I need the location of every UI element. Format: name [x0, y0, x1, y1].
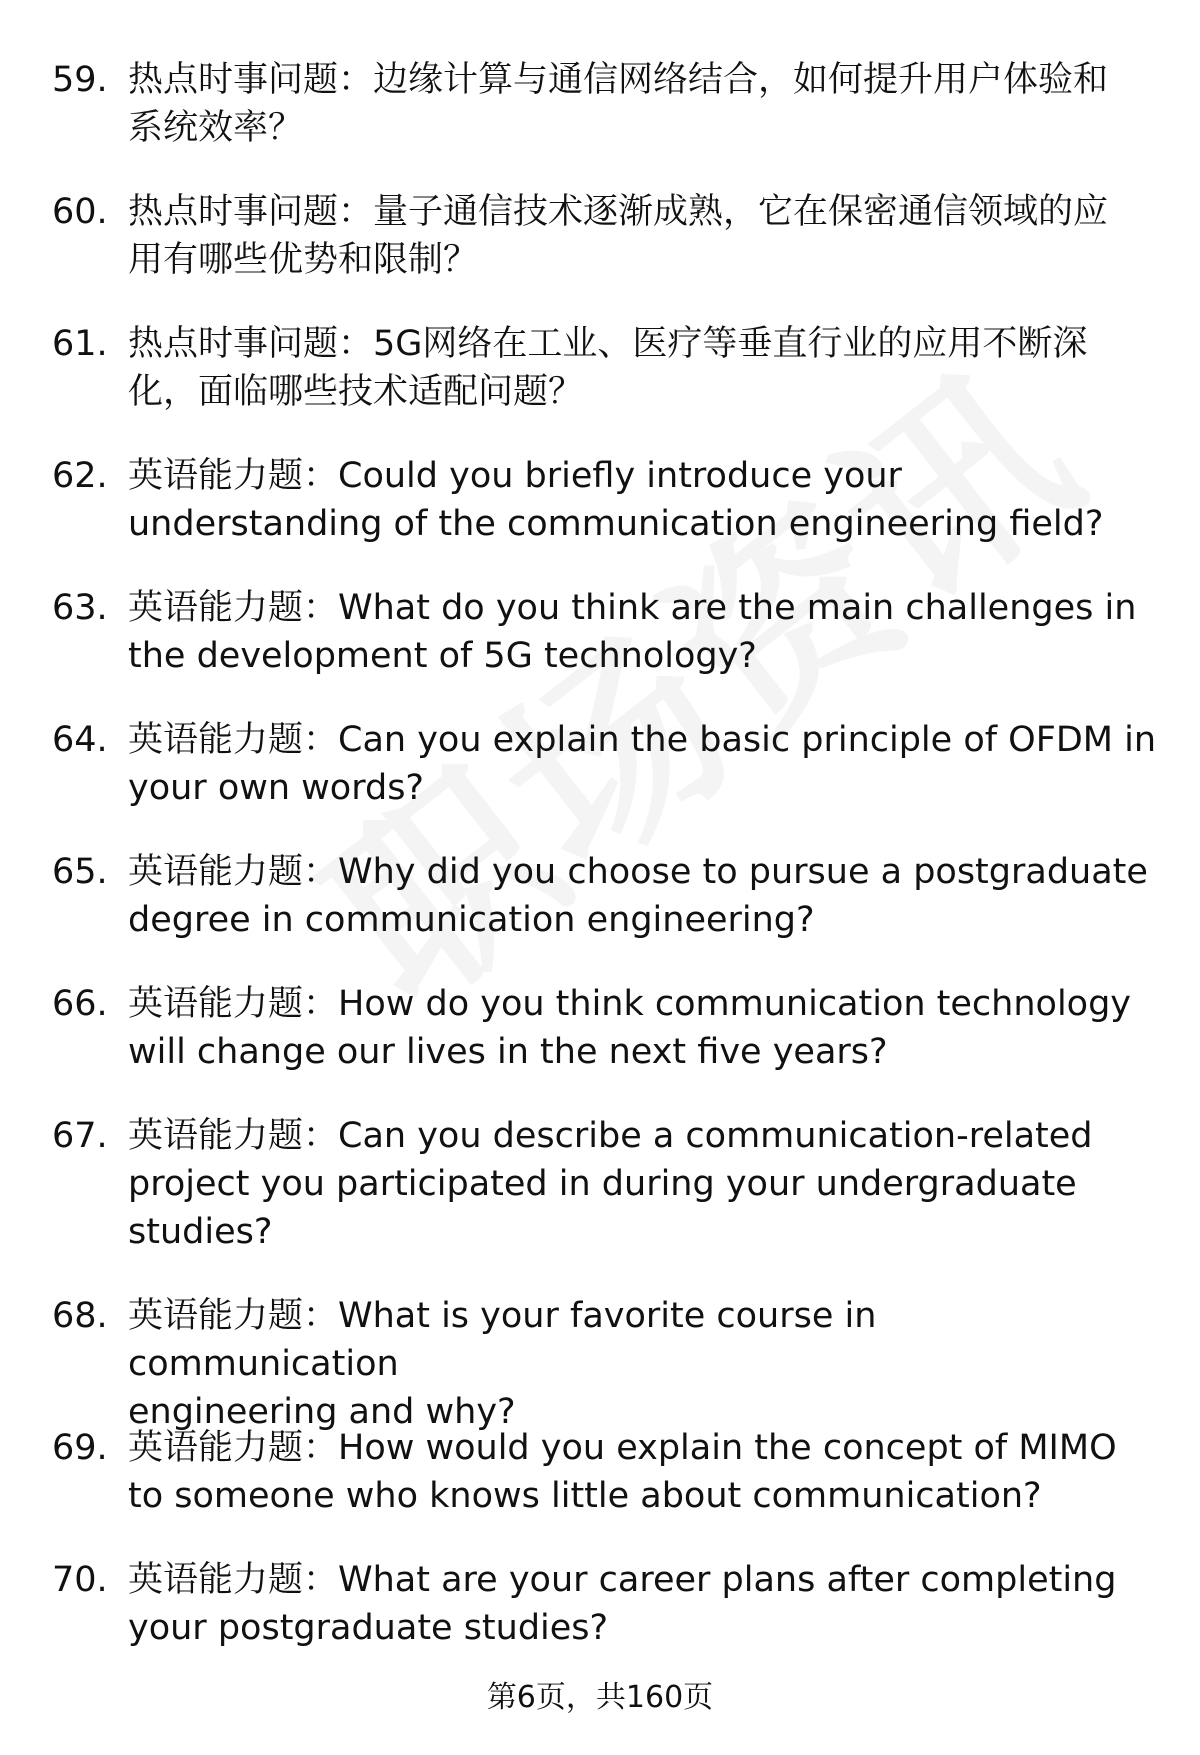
- question-text: 英语能力题：How do you think communication technology will change our lives in the next five years?: [128, 984, 1132, 1072]
- question-number: 70.: [52, 1560, 108, 1600]
- question-text: 英语能力题：What do you think are the main challenges in the development of 5G technology?: [128, 588, 1137, 676]
- question-text: 英语能力题：Can you describe a communication-related project you participated in during your undergraduate studies?: [128, 1116, 1093, 1252]
- question-number: 63.: [52, 588, 108, 628]
- question-number: 59.: [52, 60, 108, 100]
- question-number: 66.: [52, 984, 108, 1024]
- question-number: 68.: [52, 1296, 108, 1336]
- question-number: 61.: [52, 324, 108, 364]
- question-text: 英语能力题：How would you explain the concept of MIMO to someone who knows little about communication?: [128, 1428, 1117, 1516]
- question-text: 英语能力题：Why did you choose to pursue a postgraduate degree in communication engineering?: [128, 852, 1148, 940]
- question-number: 62.: [52, 456, 108, 496]
- question-number: 64.: [52, 720, 108, 760]
- question-number: 69.: [52, 1428, 108, 1468]
- question-number: 65.: [52, 852, 108, 892]
- question-number: 60.: [52, 192, 108, 232]
- question-text: 热点时事问题：边缘计算与通信网络结合，如何提升用户体验和 系统效率？: [128, 60, 1109, 148]
- page-footer: 第6页，共160页: [486, 1680, 714, 1715]
- question-text: 热点时事问题：量子通信技术逐渐成熟，它在保密通信领域的应 用有哪些优势和限制？: [128, 192, 1109, 280]
- question-text: 英语能力题：What are your career plans after completing your postgraduate studies?: [128, 1560, 1117, 1648]
- question-text: 英语能力题：What is your favorite course in communication engineering and why?: [128, 1296, 877, 1432]
- question-text: 英语能力题：Can you explain the basic principle of OFDM in your own words?: [128, 720, 1157, 808]
- question-text: 热点时事问题：5G网络在工业、医疗等垂直行业的应用不断深 化，面临哪些技术适配问题？: [128, 324, 1088, 412]
- question-text: 英语能力题：Could you briefly introduce your understanding of the communication engineering field?: [128, 456, 1104, 544]
- question-number: 67.: [52, 1116, 108, 1156]
